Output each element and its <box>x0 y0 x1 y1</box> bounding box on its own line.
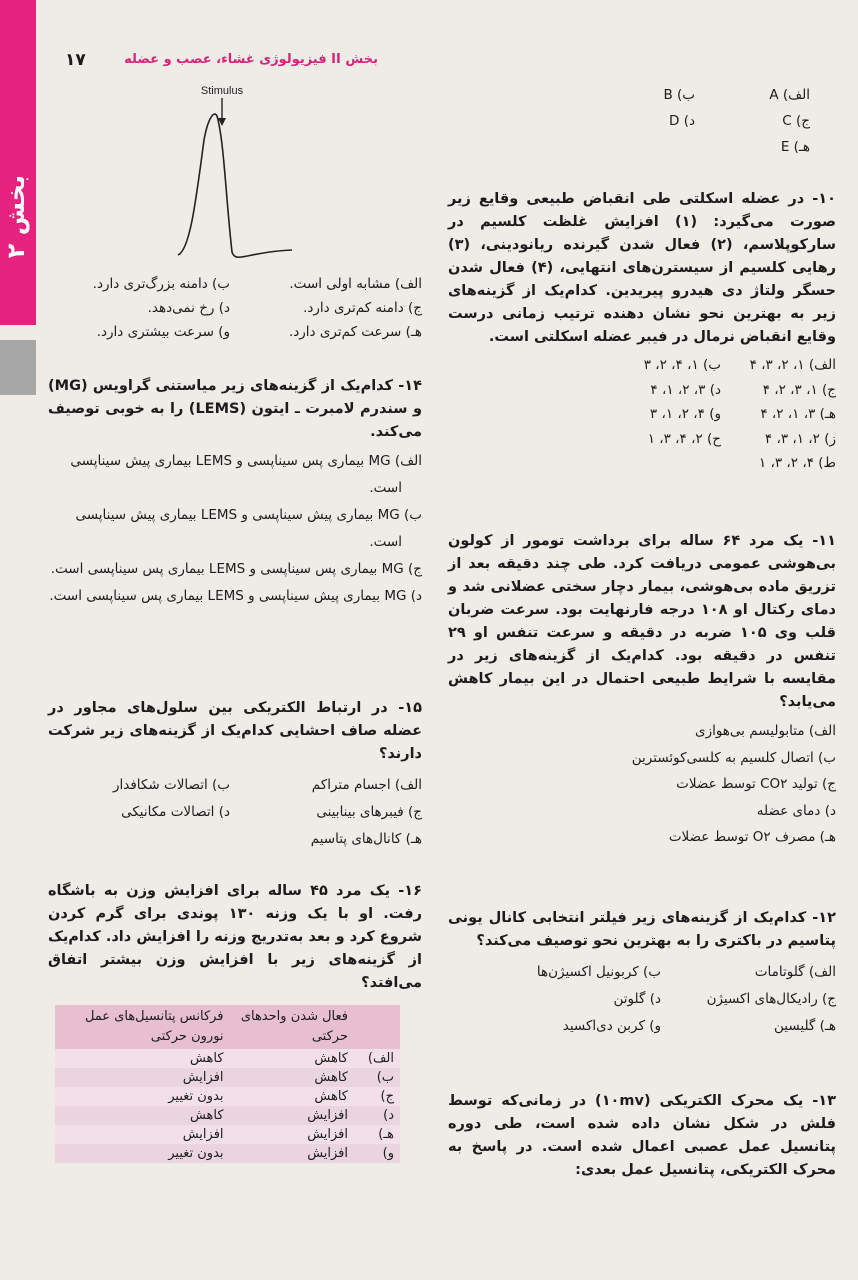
q14-option-b[interactable]: ب) MG بیماری پیش سیناپسی و LEMS بیماری پیش سیناپسی است. <box>75 507 422 550</box>
q12-option-c[interactable]: ج) رادیکال‌های اکسیژن <box>706 991 836 1007</box>
action-potential-trace <box>178 114 292 257</box>
q10-option-c[interactable]: ج) ۱، ۳، ۲، ۴ <box>762 381 836 398</box>
q15-option-c[interactable]: ج) فیبرهای بینابینی <box>316 804 422 820</box>
q13-option-c[interactable]: ج) دامنه کم‌تری دارد. <box>303 300 422 316</box>
row-units: کاهش <box>314 1070 348 1085</box>
row-frequency: افزایش <box>182 1127 224 1142</box>
row-units: افزایش <box>307 1108 348 1123</box>
running-title: بخش II فیزیولوژی غشاء، عصب و عضله <box>124 52 378 67</box>
q9-option-a[interactable]: الف) A <box>769 87 810 103</box>
row-frequency: افزایش <box>182 1070 224 1085</box>
q13-stem: ۱۳- یک محرک الکتریکی (۱۰mv) در زمانی‌که توسط فلش در شکل نشان داده شده است، طی دوره پتانسیل عمل عصبی اعمال شده است. در پاسخ به محرک الکتریکی، پتانسیل عمل بعدی: <box>448 1093 836 1178</box>
question-9-options <box>590 82 810 160</box>
row-frequency: بدون تغییر <box>168 1089 224 1104</box>
q16-table-wrap <box>55 1005 400 1163</box>
q10-option-e[interactable]: هـ) ۳، ۱، ۲، ۴ <box>760 406 836 422</box>
q14-option-a[interactable]: الف) MG بیماری پس سیناپسی و LEMS بیماری پیش سیناپسی است. <box>70 453 422 496</box>
q11-option-c[interactable]: ج) تولید CO۲ توسط عضلات <box>676 776 836 792</box>
q14-option-c[interactable]: ج) MG بیماری پس سیناپسی و LEMS بیماری پس سیناپسی است. <box>50 561 422 577</box>
question-11 <box>448 530 836 851</box>
row-units: کاهش <box>314 1051 348 1066</box>
table-header-units: فعال شدن واحدهای حرکتی <box>230 1005 354 1049</box>
q9-option-d[interactable]: د) D <box>669 113 695 129</box>
row-label: الف) <box>367 1051 394 1066</box>
q16-answer-table <box>55 1005 400 1163</box>
q10-option-f[interactable]: و) ۴، ۲، ۱، ۳ <box>649 406 721 422</box>
chapter-tab <box>0 0 36 325</box>
row-units: افزایش <box>307 1127 348 1142</box>
q10-option-h[interactable]: ح) ۲، ۴، ۳، ۱ <box>647 430 721 447</box>
question-14 <box>48 375 422 610</box>
q12-option-d[interactable]: د) گلوتن <box>613 991 661 1007</box>
table-header-frequency: فرکانس پتانسیل‌های عمل نورون حرکتی <box>55 1005 230 1049</box>
row-label: هـ) <box>378 1127 394 1142</box>
q11-stem: ۱۱- یک مرد ۶۴ ساله برای برداشت تومور از کولون بی‌هوشی عمومی دریافت کرد. طی چند دقیقه بعد از تزریق ماده بی‌هوشی، بیمار دچار سختی عضلانی شد و دمای رکتال او ۱۰۸ درجه فارنهایت بود. سرعت ضربان قلب وی ۱۰۵ ضربه در دقیقه و سرعت تنفس او ۲۹ تنفس در دقیقه بود. کدام‌یک از گزینه‌های زیر در مقایسه با شرایط طبیعی احتمال در این بیمار کاهش می‌یابد؟ <box>448 533 836 710</box>
chapter-tab-label: بخش ۲ <box>2 175 30 259</box>
page-header <box>55 48 378 76</box>
table-row[interactable] <box>55 1144 400 1163</box>
table-row[interactable] <box>55 1106 400 1125</box>
question-13-options <box>48 272 422 344</box>
table-row[interactable] <box>55 1087 400 1106</box>
q14-option-d[interactable]: د) MG بیماری پیش سیناپسی و LEMS بیماری پس سیناپسی است. <box>49 588 422 604</box>
q12-option-f[interactable]: و) کربن دی‌اکسید <box>562 1018 661 1034</box>
row-units: کاهش <box>314 1089 348 1104</box>
page-number: ۱۷ <box>65 50 86 70</box>
row-label: ب) <box>376 1070 394 1085</box>
row-frequency: کاهش <box>189 1051 224 1066</box>
figure-label: Stimulus <box>200 85 244 97</box>
q11-option-d[interactable]: د) دمای عضله <box>756 802 836 819</box>
q10-option-b[interactable]: ب) ۱، ۴، ۲، ۳ <box>643 357 721 373</box>
action-potential-figure <box>160 80 320 260</box>
q12-option-a[interactable]: الف) گلوتامات <box>754 964 836 980</box>
q13-option-b[interactable]: ب) دامنه بزرگ‌تری دارد. <box>92 276 230 292</box>
q10-option-i[interactable]: ط) ۴، ۲، ۳، ۱ <box>758 455 836 471</box>
row-label: و) <box>382 1146 394 1161</box>
q13-option-d[interactable]: د) رخ نمی‌دهد. <box>147 300 230 316</box>
q12-stem: ۱۲- کدام‌یک از گزینه‌های زیر فیلتر انتخابی کانال یونی پتاسیم در باکتری را به بهترین نحو توصیف می‌کند؟ <box>448 910 836 949</box>
question-12 <box>448 907 836 1040</box>
table-row[interactable] <box>55 1125 400 1144</box>
row-frequency: بدون تغییر <box>168 1146 224 1161</box>
q15-option-e[interactable]: هـ) کانال‌های پتاسیم <box>310 831 422 847</box>
question-13 <box>448 1090 836 1182</box>
q10-option-g[interactable]: ز) ۲، ۱، ۳، ۴ <box>764 430 836 447</box>
q9-option-b[interactable]: ب) B <box>663 87 695 103</box>
q13-option-f[interactable]: و) سرعت بیشتری دارد. <box>96 324 230 340</box>
row-frequency: کاهش <box>189 1108 224 1123</box>
question-16 <box>48 880 422 995</box>
q10-option-a[interactable]: الف) ۱، ۲، ۳، ۴ <box>749 357 836 373</box>
q10-stem: ۱۰- در عضله اسکلتی طی انقباض طبیعی وقایع زیر صورت می‌گیرد: (۱) افزایش غلظت کلسیم در سارکوپلاسم، (۲) فعال شدن گیرنده ریانودینی، (۳) رهایی کلسیم از سیسترن‌های انتهایی، (۴) فعال شدن حسگر ولتاژ دی هیدرو پیریدین. کدام‌یک از گزینه‌های زیر به بهترین نحو نشان دهنده ترتیب زمانی درست وقایع انقباض نرمال در فیبر عضله اسکلتی است. <box>448 191 837 345</box>
q12-option-e[interactable]: هـ) گلیسین <box>774 1018 836 1034</box>
q11-option-b[interactable]: ب) اتصال کلسیم به کلسی‌کوئسترین <box>631 749 836 766</box>
table-row[interactable] <box>55 1049 400 1068</box>
q16-stem: ۱۶- یک مرد ۴۵ ساله برای افزایش وزن به باشگاه رفت. او با یک وزنه ۱۳۰ پوندی برای گرم کردن شروع کرد و بعد به‌تدریج وزنه را افزایش داد. کدام‌یک از گزینه‌های زیر با افزایش وزن بیشتر اتفاق می‌افتد؟ <box>48 883 422 991</box>
table-row[interactable] <box>55 1068 400 1087</box>
question-15 <box>48 697 422 853</box>
q15-option-a[interactable]: الف) اجسام متراکم <box>311 777 422 793</box>
row-label: ج) <box>380 1089 394 1104</box>
question-10 <box>448 188 836 476</box>
q13-option-e[interactable]: هـ) سرعت کم‌تری دارد. <box>288 324 422 340</box>
q14-stem: ۱۴- کدام‌یک از گزینه‌های زیر میاستنی گراویس (MG) و سندرم لامبرت ـ ایتون (LEMS) را به خوبی توصیف می‌کند. <box>48 378 423 440</box>
q13-option-a[interactable]: الف) مشابه اولی است. <box>289 276 422 292</box>
q15-option-d[interactable]: د) اتصالات مکانیکی <box>121 804 230 820</box>
q12-option-b[interactable]: ب) کربونیل اکسیژن‌ها <box>536 964 661 980</box>
q10-option-d[interactable]: د) ۳، ۲، ۱، ۴ <box>650 381 721 398</box>
q9-option-e[interactable]: هـ) E <box>780 139 810 155</box>
q9-option-c[interactable]: ج) C <box>782 113 810 129</box>
table-header-label <box>354 1005 400 1049</box>
q15-option-b[interactable]: ب) اتصالات شکافدار <box>113 777 230 793</box>
q11-option-a[interactable]: الف) متابولیسم بی‌هوازی <box>695 723 836 739</box>
q11-option-e[interactable]: هـ) مصرف O۲ توسط عضلات <box>668 829 836 845</box>
row-label: د) <box>383 1108 394 1123</box>
chapter-tab-shadow <box>0 340 36 395</box>
row-units: افزایش <box>307 1146 348 1161</box>
q15-stem: ۱۵- در ارتباط الکتریکی بین سلول‌های مجاور در عضله صاف احشایی کدام‌یک از گزینه‌های زیر شرکت دارند؟ <box>48 700 422 762</box>
